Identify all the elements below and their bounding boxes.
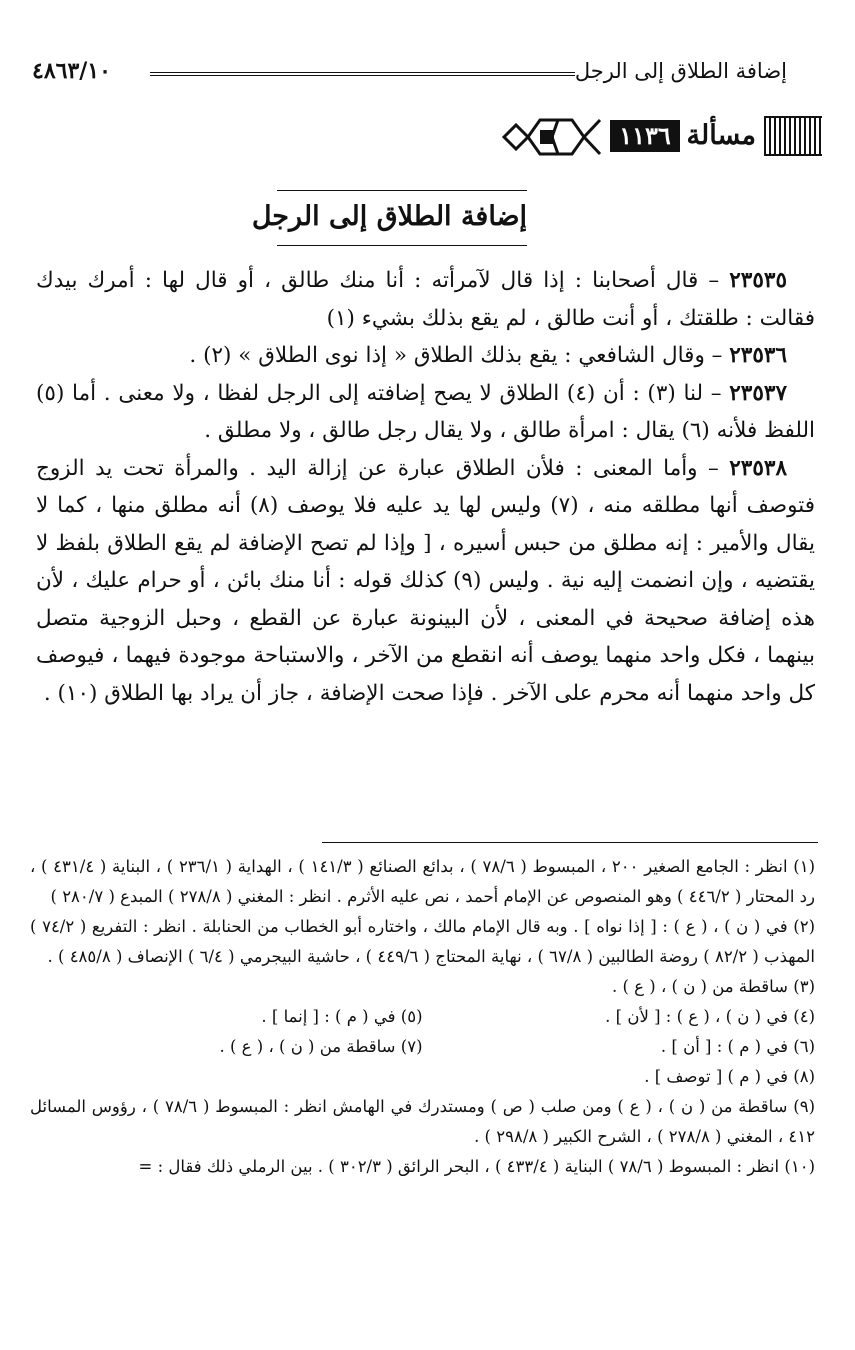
running-title: إضافة الطلاق إلى الرجل [574,59,787,83]
header-rule [150,72,575,76]
footnote: (٢) في ( ن ) ، ( ع ) : [ إذا نواه ] . وبه قال الإمام مالك ، واختاره أبو الخطاب من الحنابلة . انظر : التفريع ( ٧٤/٢ ) المهذب ( ٨٢/٢ ) روضة الطالبين ( ٦٧/٨ ) ، نهاية المحتاج ( ٤٤٩/٦ ) ، حاشية البيجرمي ( ٦/٤ ) الإنصاف ( ٤٨٥/٨ ) . [30,917,816,966]
paragraph [36,450,815,713]
paragraph [36,375,815,450]
footnote: (٥) في ( م ) : [ إنما ] . [261,1007,423,1026]
main-text [36,262,815,712]
paragraph [36,262,815,337]
footnotes [30,852,815,1182]
footnote: (٩) ساقطة من ( ن ) ، ( ع ) ومن صلب ( ص ) ومستدرك في الهامش انظر : المبسوط ( ٧٨/٦ ) ، رؤوس المسائل ٤١٢ ، المغني ( ٢٧٨/٨ ) ، الشرح الكبير ( ٢٩٨/٨ ) . [30,1097,815,1146]
paragraph-text: – قال أصحابنا : إذا قال لآمرأته : أنا منك طالق ، أو قال لها : أمرك بيدك فقالت : طلقتك ، أو أنت طالق ، لم يقع بذلك بشيء (١) [36,268,815,331]
paragraph [36,337,815,375]
page-reference: ٤٨٦٣/١٠ [32,58,111,84]
footnote-pair [30,1002,815,1032]
paragraph-text: – وأما المعنى : فلأن الطلاق عبارة عن إزالة اليد . والمرأة تحت يد الزوج فتوصف أنها مطلقه منه ، (٧) وليس لها يد عليه فلا يوصف (٨) أنه مطلق منها ، كما لا يقال والأمير : إنه مطلق من حبس أسيره ، [ وإذا لم تصح الإضافة لم يقع الطلاق بلفظ لا يقتضيه ، وإن انضمت إليه نية . وليس (٩) كذلك قوله : أنا منك بائن ، أو حرام عليك ، لأن هذه إضافة صحيحة في المعنى ، لأن البينونة عبارة عن القطع ، وحبل الزوجية متصل بينهما ، فكل واحد منهما يوصف أنه انقطع من الآخر ، والاستباحة موجودة فيهما ، فيوصف كل واحد منهما أنه محرم على الآخر . فإذا صحت الإضافة ، جاز أن يراد بها الطلاق (١٠) . [36,455,816,706]
issue-banner [500,112,822,162]
paragraph-number: ٢٣٥٣٨ [729,455,787,481]
paragraph-number: ٢٣٥٣٧ [729,380,787,406]
hatched-bar [764,116,822,156]
footnote: (٣) ساقطة من ( ن ) ، ( ع ) . [612,977,815,996]
issue-number: ١١٣٦ [610,120,680,152]
footnote: (٨) في ( م ) [ توصف ] . [644,1067,815,1086]
issue-label: مسألة [686,120,756,151]
paragraph-number: ٢٣٥٣٥ [729,268,787,293]
footnote: (١٠) انظر : المبسوط ( ٧٨/٦ ) البناية ( ٤٣٣/٤ ) ، البحر الرائق ( ٣٠٢/٣ ) . بين الرملي ذلك فقال : = [138,1157,815,1176]
geometric-ornament-icon [500,112,612,162]
footnote-pair [30,1032,815,1062]
footnote: (٦) في ( م ) : [ أن ] . [660,1037,815,1056]
footnote-rule [322,842,818,843]
footnote: (٤) في ( ن ) ، ( ع ) : [ لأن ] . [605,1007,815,1026]
paragraph-text: – وقال الشافعي : يقع بذلك الطلاق « إذا نوى الطلاق » (٢) . [189,343,730,368]
paragraph-number: ٢٣٥٣٦ [729,343,787,368]
footnote: (٧) ساقطة من ( ن ) ، ( ع ) . [219,1037,423,1056]
running-header [32,56,787,92]
paragraph-text: – لنا (٣) : أن (٤) الطلاق لا يصح إضافته إلى الرجل لفظا ، ولا معنى . أما (٥) اللفظ فلأنه (٦) يقال : امرأة طالق ، ولا يقال رجل طالق ، ولا مطلق . [36,380,815,443]
section-title: إضافة الطلاق إلى الرجل [277,190,527,246]
footnote: (١) انظر : الجامع الصغير ٢٠٠ ، المبسوط ( ٧٨/٦ ) ، بدائع الصنائع ( ١٤١/٣ ) ، الهداية ( ٢٣٦/١ ) ، البناية ( ٤٣١/٤ ) ، رد المحتار ( ٤٤٦/٢ ) وهو المنصوص عن الإمام أحمد ، نص عليه الأثرم . انظر : المغني ( ٢٧٨/٨ ) المبدع ( ٢٨٠/٧ ) [30,857,816,906]
